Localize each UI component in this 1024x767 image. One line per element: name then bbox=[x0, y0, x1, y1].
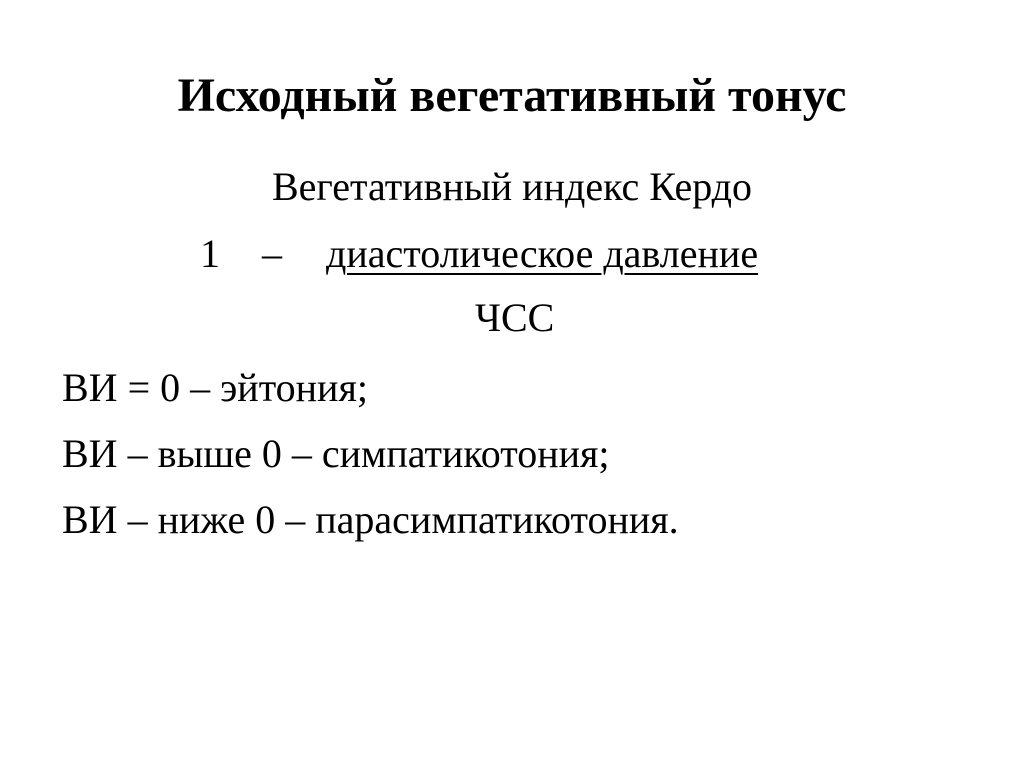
formula-expression bbox=[0, 228, 1024, 280]
index-interpretation-list bbox=[62, 355, 679, 553]
formula-minus: – bbox=[262, 231, 282, 276]
formula-one: 1 bbox=[200, 231, 220, 276]
formula-name: Вегетативный индекс Кердо bbox=[271, 164, 753, 209]
interpretation-item-parasympathicotonia: ВИ – ниже 0 – парасимпатикотония. bbox=[62, 497, 679, 542]
interpretation-item-eutonia: ВИ = 0 – эйтония; bbox=[62, 365, 368, 410]
formula-numerator: диастолическое давление bbox=[326, 231, 759, 276]
formula-denominator: ЧСС bbox=[475, 295, 555, 340]
interpretation-item-sympathicotonia: ВИ – выше 0 – симпатикотония; bbox=[62, 431, 610, 476]
slide-title: Исходный вегетативный тонус bbox=[177, 69, 847, 122]
